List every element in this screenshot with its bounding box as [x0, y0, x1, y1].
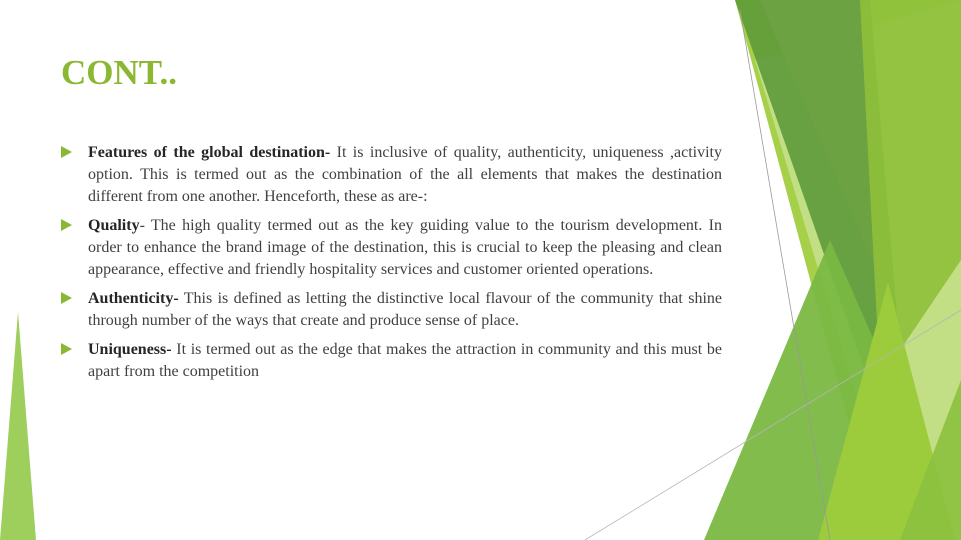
triangle-bullet-icon: [61, 219, 72, 231]
left-triangle-shape: [0, 312, 36, 540]
bullet-term: Uniqueness-: [88, 341, 172, 358]
bullet-list: [60, 142, 722, 390]
bullet-text: It is termed out as the edge that makes the attraction in community and this must be apart from the competition: [88, 341, 722, 380]
bullet-item-uniqueness: [60, 339, 722, 383]
bullet-text: This is defined as letting the distinctive local flavour of the community that shine through number of the ways that create and produce sense of place.: [88, 290, 722, 329]
bullet-text: - The high quality termed out as the key guiding value to the tourism development. In order to enhance the brand image of the destination, this is crucial to keep the pleasing and clean appearance, effective and friendly hospitality services and customer oriented operations.: [88, 217, 722, 278]
bullet-term: Features of the global destination-: [88, 144, 331, 161]
triangle-bullet-icon: [61, 343, 72, 355]
bullet-item-authenticity: [60, 288, 722, 332]
bullet-item-features: [60, 142, 722, 208]
triangle-bullet-icon: [61, 146, 72, 158]
triangle-bullet-icon: [61, 292, 72, 304]
bullet-term: Quality: [88, 217, 140, 234]
slide-title: CONT..: [61, 53, 178, 92]
bullet-text: It is inclusive of quality, authenticity, uniqueness ,activity option. This is termed out as the combination of the all elements that makes the destination different from one another. Henceforth, these as are-:: [88, 144, 722, 205]
bullet-term: Authenticity-: [88, 290, 179, 307]
bullet-item-quality: [60, 215, 722, 281]
